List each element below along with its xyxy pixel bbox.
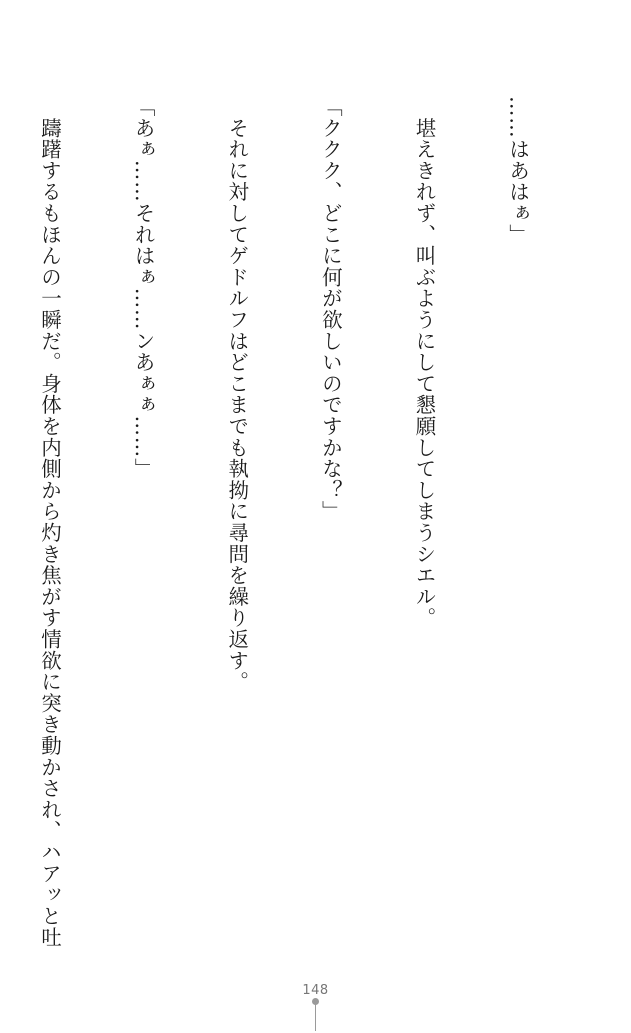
text-line: それに対してゲドルフはどこまでも執拗に尋問を繰り返す。 bbox=[224, 96, 249, 693]
page-marker-rule bbox=[315, 1001, 316, 1031]
text-line: 「ククク、どこに何が欲しいのですかな？」 bbox=[318, 96, 343, 522]
text-line: 躊躇するもほんの一瞬だ。身体を内側から灼き焦がす情欲に突き動かされ、ハアッと吐 bbox=[37, 96, 62, 948]
text-line: 「あぁ……それはぁ……ンあぁぁ……」 bbox=[131, 96, 156, 480]
text-line: ……はあはぁ」 bbox=[505, 96, 530, 246]
text-line: 堪えきれず、叫ぶようにして懇願してしまうシエル。 bbox=[411, 96, 436, 629]
page-number: 148 bbox=[302, 983, 329, 998]
novel-text-block bbox=[0, 96, 595, 948]
